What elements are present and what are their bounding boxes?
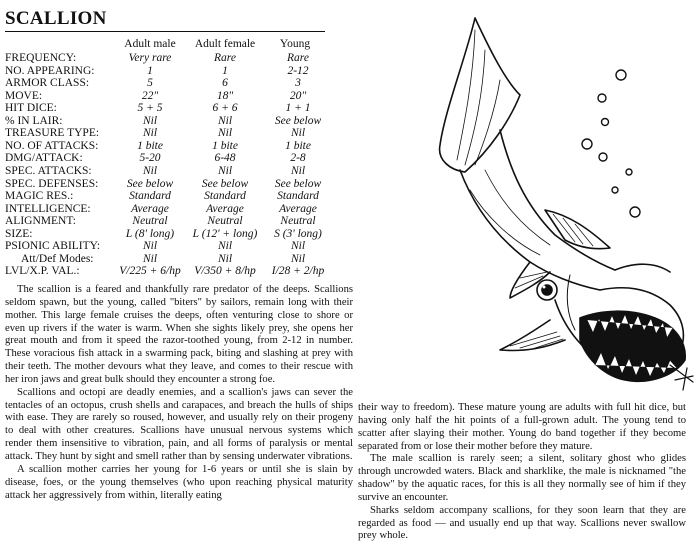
stat-label: INTELLIGENCE: <box>5 202 91 215</box>
stat-value: Rare <box>287 52 309 64</box>
stat-label: % IN LAIR: <box>5 114 63 127</box>
stat-value: 1 bite <box>137 139 163 152</box>
stat-value: Nil <box>217 252 233 265</box>
stat-value: 5 + 5 <box>137 102 163 115</box>
stat-label: SIZE: <box>5 227 33 240</box>
stat-value: See below <box>126 177 174 190</box>
description-left-column <box>5 284 353 502</box>
stat-label: MAGIC RES.: <box>5 190 74 203</box>
stat-value: Nil <box>142 240 158 253</box>
stat-value: See below <box>201 177 249 190</box>
header-adult-male: Adult male <box>124 38 176 50</box>
stat-value: Nil <box>217 114 233 127</box>
stat-label: MOVE: <box>5 89 43 102</box>
stat-label: HIT DICE: <box>5 102 57 115</box>
stat-value: L (8' long) <box>125 227 175 240</box>
stat-value: Standard <box>129 190 171 203</box>
stat-label: ALIGNMENT: <box>5 215 76 228</box>
stat-value: Average <box>206 202 244 215</box>
stat-value: Nil <box>290 127 306 140</box>
description-paragraph: The scallion is a feared and thankfully rare predator of the deeps. Scallions seldom spawn, but the young, called "biters" by sailors, remain long with their mother. This large female cruises the deeps, often venturing close to shore or even up rivers if the water is warm. When she sights likely prey, she opens her great mouth and from it speed the razor-toothed young, from 2-12 in number. These voracious fish attack in a swarming pack, biting and slashing at prey with their teeth. The mother devours what they leave, and comes to their rescue with her iron jaws and great bulk should they encounter a strong foe. <box>5 284 353 385</box>
description-paragraph: Sharks seldom accompany scallions, for they soon learn that they are regarded as food — and usually end up that way. Scallions never swallow prey whole. <box>358 504 686 542</box>
stat-value: Nil <box>217 164 233 177</box>
stat-value: Average <box>131 202 169 215</box>
stat-label: PSIONIC ABILITY: <box>5 240 101 253</box>
stat-value: 1 bite <box>285 139 311 152</box>
description-paragraph: their way to freedom). These mature young are adults with full hit dice, but having only half the hit points of a full-grown adult. The young tend to scatter after slaying their mother. Young do band together if they become separated from or lose their mother before they mature. <box>358 402 686 452</box>
stat-value: Nil <box>142 127 158 140</box>
stat-value: Standard <box>204 190 246 203</box>
stat-value: 6 + 6 <box>212 102 238 115</box>
stat-label: TREASURE TYPE: <box>5 127 100 140</box>
stat-value: Nil <box>290 240 306 253</box>
stat-value: See below <box>274 114 322 127</box>
stat-value: See below <box>274 177 322 190</box>
description-paragraph: A scallion mother carries her young for 1-6 years or until she is slain by disease, foes, or the young themselves (who upon reaching physical maturity attack her aggressively from within, literally eating <box>5 463 353 501</box>
stat-label: Att/Def Modes: <box>21 252 94 265</box>
description-paragraph: Scallions and octopi are deadly enemies, and a scallion's jaws can sever the tentacles of an octopus, crush shells and carapaces, and breach the hulls of ships with ease. They are rarely so roused, however, and usually rely on their progeny to deal with other creatures. Scallions have unusual nervous systems which render them insensitive to vibration, pain, and all forms of paralysis or mental attack. They hunt by sight and smell rather than by sensing underwater vibrations. <box>5 386 353 462</box>
stat-value: Neutral <box>207 215 243 228</box>
stat-value: 18" <box>216 89 234 102</box>
stat-value: Standard <box>277 190 319 203</box>
header-adult-female: Adult female <box>194 38 256 50</box>
stat-value: I/28 + 2/hp <box>271 265 325 278</box>
stat-label: SPEC. DEFENSES: <box>5 177 99 190</box>
stat-value: 5 <box>147 77 153 90</box>
stat-value: Neutral <box>132 215 168 228</box>
stat-value: 1 <box>147 64 153 77</box>
stat-value: Nil <box>142 252 158 265</box>
stat-value: Nil <box>142 114 158 127</box>
stat-value: Average <box>279 202 317 215</box>
stat-label: DMG/ATTACK: <box>5 152 83 165</box>
stat-value: Nil <box>142 164 158 177</box>
stat-value: Nil <box>290 252 306 265</box>
stat-value: 22" <box>141 89 159 102</box>
stat-label: LVL/X.P. VAL.: <box>5 265 80 278</box>
stat-value: Nil <box>217 240 233 253</box>
stat-value: 6-48 <box>214 152 236 165</box>
stat-value: Nil <box>217 127 233 140</box>
description-paragraph: The male scallion is rarely seen; a silent, solitary ghost who glides through uncrowded waters. Black and sharklike, the male is nicknamed "the shadow" by the aquatic races, for this is all they normally see of him if they survive an encounter. <box>358 453 686 503</box>
description-right-column <box>358 402 686 543</box>
stat-value: V/350 + 8/hp <box>194 265 256 278</box>
stat-value: S (3' long) <box>274 227 322 240</box>
stat-value: 2-12 <box>287 64 309 77</box>
stat-value: 20" <box>289 89 307 102</box>
stat-value: Very rare <box>128 52 172 64</box>
stat-value: 3 <box>295 77 301 90</box>
stat-label: FREQUENCY: <box>5 52 77 64</box>
stat-value: V/225 + 6/hp <box>119 265 181 278</box>
stat-label: NO. OF ATTACKS: <box>5 139 99 152</box>
stat-value: 1 + 1 <box>285 102 311 115</box>
stat-value: L (12' + long) <box>192 227 258 240</box>
stat-value: Rare <box>214 52 236 64</box>
stat-label: NO. APPEARING: <box>5 64 95 77</box>
header-young: Young <box>279 38 311 50</box>
stat-value: 2-8 <box>290 152 306 165</box>
stat-value: 1 <box>222 64 228 77</box>
stat-value: Nil <box>290 164 306 177</box>
stat-value: 1 bite <box>212 139 238 152</box>
scallion-fish-illustration <box>325 0 696 400</box>
stat-value: 6 <box>222 77 228 90</box>
monster-title: SCALLION <box>5 9 325 32</box>
stat-label: SPEC. ATTACKS: <box>5 164 92 177</box>
stat-value: Neutral <box>280 215 316 228</box>
stat-value: 5-20 <box>139 152 161 165</box>
stat-label: ARMOR CLASS: <box>5 77 90 90</box>
